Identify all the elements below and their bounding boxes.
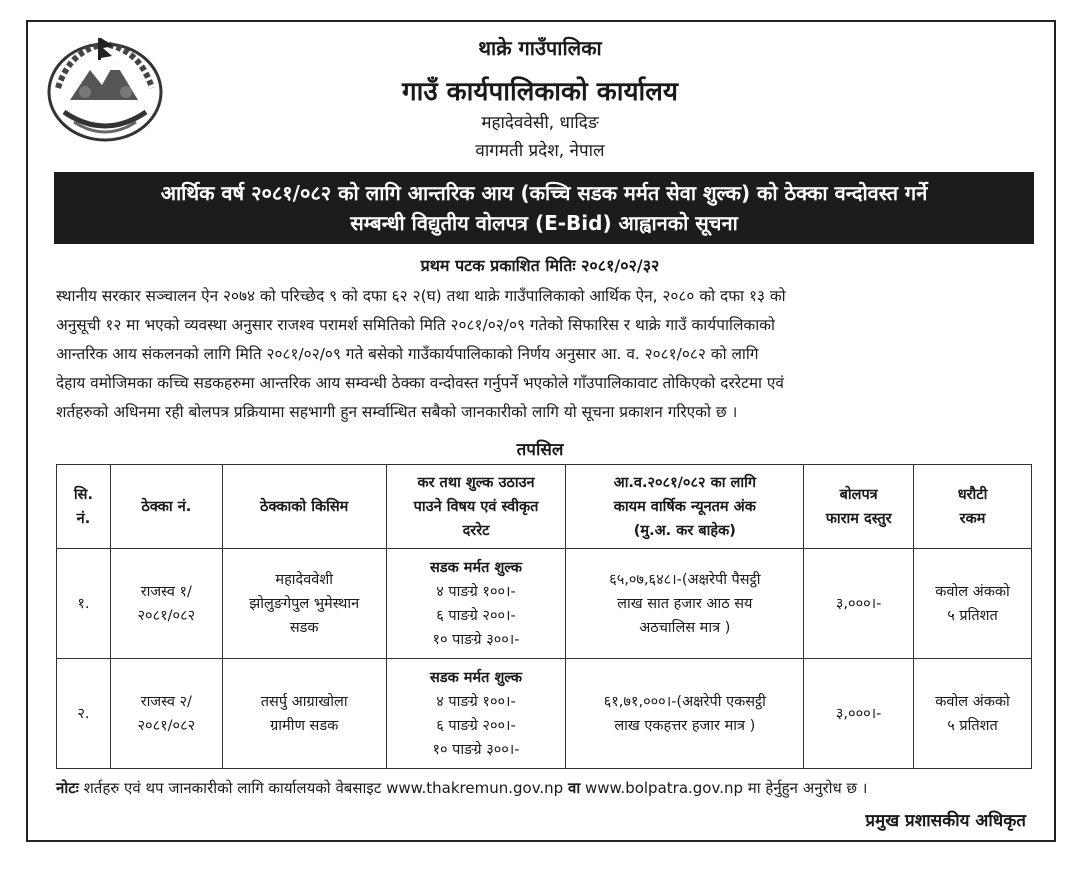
table-header-row (57, 465, 1032, 549)
cell-min-amount: ६५,०७,६४८।-(अक्षरेपी पैसट्ठी लाख सात हजार आठ सय अठचालिस मात्र ) (566, 549, 804, 659)
cell-min-amount: ६१,७१,०००।-(अक्षरेपी एकसट्ठी लाख एकहत्तर हजार मात्र ) (566, 659, 804, 769)
header-form-fee: बोलपत्र फाराम दस्तुर (804, 465, 914, 549)
notice-title-line1: आर्थिक वर्ष २०८१/०८२ को लागि आन्तरिक आय (कच्चि सडक मर्मत सेवा शुल्क) को ठेक्का वन्दोवस्त गर्ने (160, 181, 928, 205)
cell-sn: २. (57, 659, 111, 769)
office-location: महादेववेसी, धादिङ (481, 113, 599, 133)
header-min-amount: आ.व.२०८१/०८२ का लागि कायम वार्षिक न्यूनतम अंक (मु.अ. कर बाहेक) (566, 465, 804, 549)
body-line: आन्तरिक आय संकलनको लागि मिति २०८१/०२/०९ गते बसेको गाउँकार्यपालिकाको निर्णय अनुसार आ. व. २०८१/०८२ को लागि (56, 345, 759, 363)
cell-contract-type: तसर्पु आग्राखोला ग्रामीण सडक (222, 659, 386, 769)
table-row (57, 659, 1032, 769)
body-line: शर्तहरुको अधिनमा रही बोलपत्र प्रक्रियामा सहभागी हुन सर्म्वान्धित सबैको जानकारीको लागि यो सूचना प्रकाशन गरिएको छ । (56, 403, 738, 421)
note-text-part2: www.bolpatra.gov.np मा हेर्नुहुन अनुरोध छ । (585, 779, 868, 797)
notice-title-line2: सम्बन्धी विद्युतीय वोलपत्र (E-Bid) आह्वानको सूचना (350, 211, 738, 235)
contract-table (56, 464, 1032, 769)
cell-form-fee: ३,०००।- (804, 659, 914, 769)
notice-title-banner (54, 172, 1034, 244)
cell-fee-rate: सडक मर्मत शुल्क ४ पाङग्रे १००।- ६ पाङग्रे २००।- १० पाङग्रे ३००।- (386, 549, 566, 659)
header-sn: सि. नं. (57, 465, 111, 549)
schedule-title: तपसिल (516, 440, 564, 460)
table-row (57, 549, 1032, 659)
notice-body (56, 282, 1036, 427)
header-contract-type: ठेक्काको किसिम (222, 465, 386, 549)
cell-contract-no: राजस्व १/ २०८१/०८२ (110, 549, 222, 659)
cell-contract-type: महादेववेशी झोलुङगेपुल भुमेस्थान सडक (222, 549, 386, 659)
cell-form-fee: ३,०००।- (804, 549, 914, 659)
cell-sn: १. (57, 549, 111, 659)
office-name: गाउँ कार्यपालिकाको कार्यालय (402, 77, 678, 107)
cell-deposit: कवोल अंकको ५ प्रतिशत (914, 549, 1032, 659)
note-label: नोटः (56, 779, 79, 797)
province-country: वागमती प्रदेश, नेपाल (475, 141, 605, 161)
cell-deposit: कवोल अंकको ५ प्रतिशत (914, 659, 1032, 769)
body-line: देहाय वमोजिमका कच्चि सडकहरुमा आन्तरिक आय सम्वन्धी ठेक्का वन्दोवस्त गर्नुपर्ने भएकोले गाँउपालिकावाट तोकिएको दररेटमा एवं (56, 374, 784, 392)
body-line: अनुसूची १२ मा भएको व्यवस्था अनुसार राजश्व परामर्श समितिको मिति २०८१/०२/०९ गतेको सिफारिस र थाक्रे गाउँ कार्यपालिकाको (56, 316, 775, 334)
note-or: वा (567, 779, 581, 797)
header-contract-no: ठेक्का नं. (110, 465, 222, 549)
body-line: स्थानीय सरकार सञ्चालन ऐन २०७४ को परिच्छेद ९ को दफा ६२ २(घ) तथा थाक्रे गाउँपालिकाको आर्थिक ऐन, २०८० को दफा १३ को (56, 287, 786, 305)
note-text-part1: शर्तहरु एवं थप जानकारीको लागि कार्यालयको वेबसाइट www.thakremun.gov.np (83, 779, 564, 797)
cell-contract-no: राजस्व २/ २०८१/०८२ (110, 659, 222, 769)
cell-fee-rate: सडक मर्मत शुल्क ४ पाङग्रे १००।- ६ पाङग्रे २००।- १० पाङग्रे ३००।- (386, 659, 566, 769)
header-fee-rate: कर तथा शुल्क उठाउन पाउने विषय एवं स्वीकृत दररेट (386, 465, 566, 549)
municipality-name: थाक्रे गाउँपालिका (478, 36, 602, 60)
footer-note (56, 778, 868, 798)
publication-date: प्रथम पटक प्रकाशित मितिः २०८१/०२/३२ (420, 256, 660, 275)
header-deposit: धरौटी रकम (914, 465, 1032, 549)
signatory-title: प्रमुख प्रशासकीय अधिकृत (865, 811, 1026, 831)
